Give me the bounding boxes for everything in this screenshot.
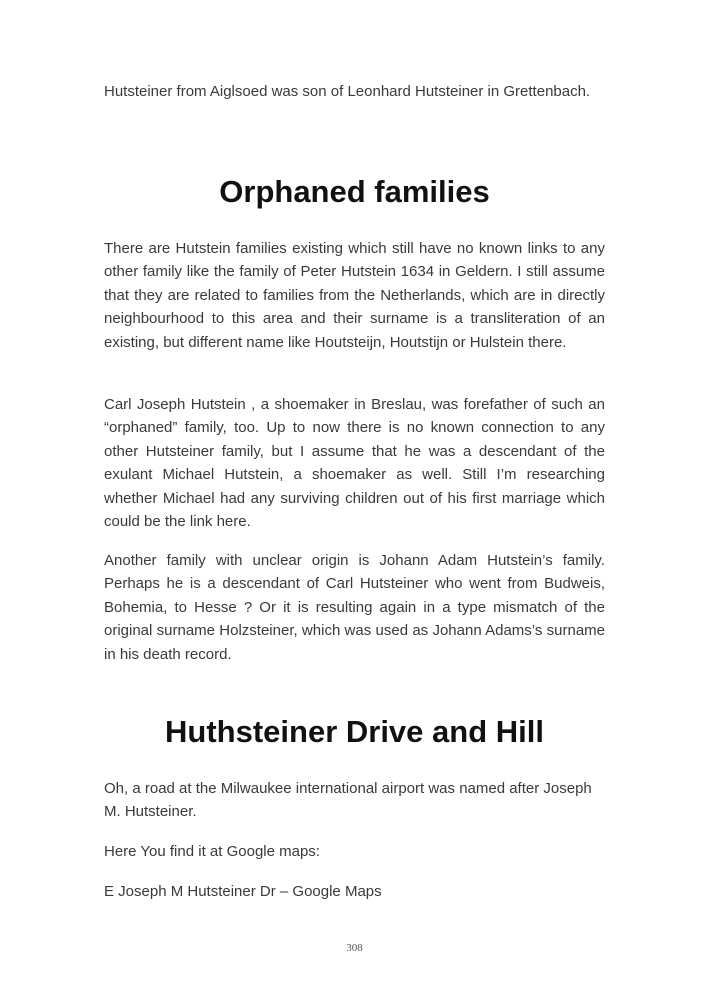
paragraph: Oh, a road at the Milwaukee international airport was named after Joseph M. Hutsteiner. [104, 780, 592, 821]
heading-huthsteiner-drive: Huthsteiner Drive and Hill [165, 714, 544, 749]
heading-orphaned-families: Orphaned families [219, 174, 490, 209]
page-number: 308 [346, 942, 363, 954]
paragraph: There are Hutstein families existing which still have no known links to any other family like the family of Peter Hutstein 1634 in Geldern. I still assume that they are related to families from the Netherlands, which are in directly neighbourhood to this area and their surname is a transliteration of an existing, but different name like Houtsteijn, Houtstijn or Hulstein there. [104, 240, 605, 351]
paragraph: Carl Joseph Hutstein , a shoemaker in Breslau, was forefather of such an “orphaned” family, too. Up to now there is no known connection to any other Hutsteiner family, but I assume that he was a descendant of the exulant Michael Hutstein, a shoemaker as well. Still I’m researching whether Michael had any surviving children out of his first marriage which could be the link here. [104, 396, 605, 531]
paragraph: Here You find it at Google maps: [104, 843, 320, 860]
google-maps-link[interactable]: E Joseph M Hutsteiner Dr – Google Maps [104, 883, 382, 900]
intro-paragraph: Hutsteiner from Aiglsoed was son of Leonhard Hutsteiner in Grettenbach. [104, 83, 591, 100]
paragraph: Another family with unclear origin is Johann Adam Hutstein’s family. Perhaps he is a descendant of Carl Hutsteiner who went from Budweis, Bohemia, to Hesse ? Or it is resulting again in a type mismatch of the original surname Holzsteiner, which was used as Johann Adams’s surname in his death record. [104, 552, 605, 663]
